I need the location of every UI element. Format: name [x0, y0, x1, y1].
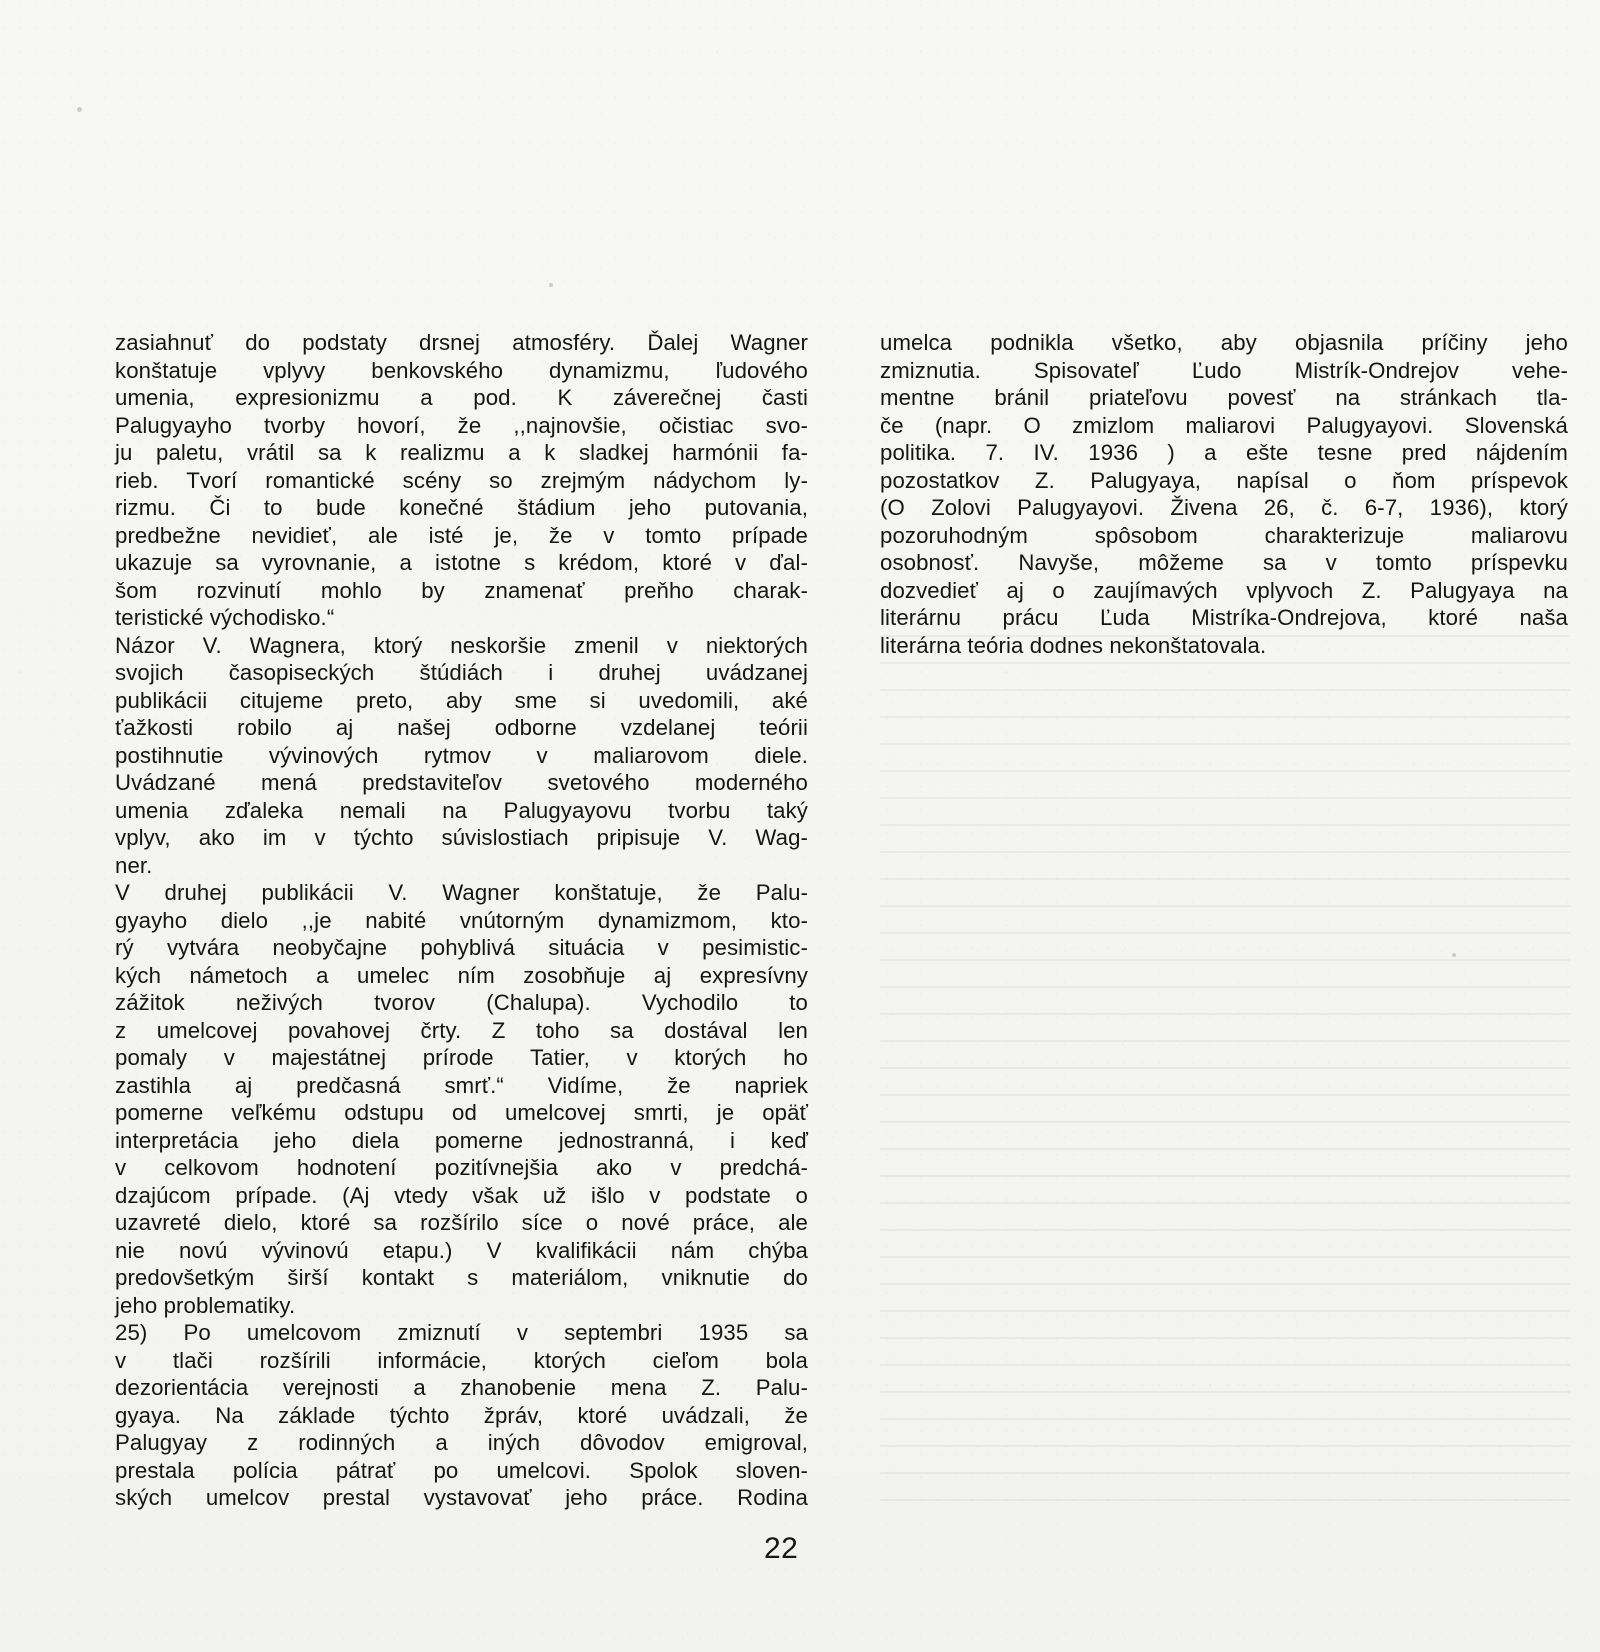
- right-column-line: literárnu prácu Ľuda Mistríka-Ondrejova, ktoré naša: [880, 605, 1568, 630]
- left-column-line: 25) Po umelcovom zmiznutí v septembri 1935 sa: [115, 1320, 808, 1345]
- paper-speck: [1452, 953, 1456, 957]
- right-text-column: [880, 329, 1568, 659]
- right-column-line: pozostatkov Z. Palugyaya, napísal o ňom príspevok: [880, 467, 1568, 493]
- left-column-line: rieb. Tvorí romantické scény so zrejmým nádychom ly-: [115, 467, 808, 493]
- right-column-line: mentne bránil priateľovu povesť na stránkach tla-: [880, 385, 1568, 410]
- left-column-line: ťažkosti robilo aj našej odborne vzdelanej teórii: [115, 715, 808, 740]
- left-column-line: kých námetoch a umelec ním zosobňuje aj expresívny: [115, 962, 808, 988]
- right-column-line: (O Zolovi Palugyayovi. Živena 26, č. 6-7, 1936), ktorý: [880, 495, 1568, 520]
- left-column-line: predovšetkým širší kontakt s materiálom, vniknutie do: [115, 1265, 808, 1290]
- paper-speck: [77, 107, 82, 112]
- left-column-line: ských umelcov prestal vystavovať jeho práce. Rodina: [115, 1485, 808, 1510]
- left-column-line: vplyv, ako im v týchto súvislostiach pripisuje V. Wag-: [115, 825, 808, 850]
- left-column-line: pomaly v majestátnej prírode Tatier, v ktorých ho: [115, 1045, 808, 1070]
- right-column-line: če (napr. O zmizlom maliarovi Palugyayovi. Slovenská: [880, 412, 1568, 438]
- page-number: 22: [764, 1532, 799, 1565]
- right-column-line: osobnosť. Navyše, môžeme sa v tomto príspevku: [880, 550, 1568, 575]
- left-column-line: svojich časopiseckých štúdiách i druhej uvádzanej: [115, 660, 808, 685]
- left-column-line: dezorientácia verejnosti a zhanobenie mena Z. Palu-: [115, 1375, 808, 1400]
- left-column-line: ner.: [115, 852, 153, 878]
- left-column-line: dzajúcom prípade. (Aj vtedy však už išlo v podstate o: [115, 1182, 808, 1208]
- left-column-line: V druhej publikácii V. Wagner konštatuje, že Palu-: [115, 880, 808, 905]
- left-column-line: nie novú vývinovú etapu.) V kvalifikácii nám chýba: [115, 1237, 808, 1263]
- left-column-line: zasiahnuť do podstaty drsnej atmosféry. Ďalej Wagner: [115, 330, 808, 355]
- left-text-column: [115, 329, 808, 1512]
- left-column-line: publikácii citujeme preto, aby sme si uvedomili, aké: [115, 687, 808, 713]
- left-column-line: Palugyay z rodinných a iných dôvodov emigroval,: [115, 1430, 808, 1455]
- paper-speck: [549, 283, 553, 287]
- left-column-line: teristické východisko.“: [115, 605, 335, 630]
- right-column-line: dozvedieť aj o zaujímavých vplyvoch Z. Palugyaya na: [880, 577, 1568, 603]
- left-column-line: v tlači rozšírili informácie, ktorých cieľom bola: [115, 1347, 808, 1373]
- bleed-through-texture: [880, 622, 1570, 1502]
- left-column-line: z umelcovej povahovej črty. Z toho sa dostával len: [115, 1017, 808, 1043]
- right-column-line: politika. 7. IV. 1936 ) a ešte tesne pred nájdením: [880, 440, 1568, 465]
- left-column-line: umenia zďaleka nemali na Palugyayovu tvorbu taký: [115, 797, 808, 823]
- left-column-line: umenia, expresionizmu a pod. K záverečnej časti: [115, 385, 808, 410]
- left-column-line: uzavreté dielo, ktoré sa rozšírilo síce o nové práce, ale: [115, 1210, 808, 1235]
- left-column-line: predbežne nevidieť, ale isté je, že v tomto prípade: [115, 522, 808, 548]
- left-column-line: rý vytvára neobyčajne pohyblivá situácia v pesimistic-: [115, 935, 808, 960]
- left-column-line: zážitok neživých tvorov (Chalupa). Vychodilo to: [115, 990, 808, 1015]
- left-column-line: gyayho dielo ,,je nabité vnútorným dynamizmom, kto-: [115, 907, 808, 933]
- left-column-line: prestala polícia pátrať po umelcovi. Spolok sloven-: [115, 1457, 808, 1483]
- right-column-line: zmiznutia. Spisovateľ Ľudo Mistrík-Ondrejov vehe-: [880, 357, 1568, 383]
- left-column-line: zastihla aj predčasná smrť.“ Vidíme, že napriek: [115, 1072, 808, 1098]
- left-column-line: postihnutie vývinových rytmov v maliarovom diele.: [115, 742, 808, 768]
- left-column-line: jeho problematiky.: [115, 1292, 296, 1318]
- left-column-line: ju paletu, vrátil sa k realizmu a k sladkej harmónii fa-: [115, 440, 808, 465]
- left-column-line: Palugyayho tvorby hovorí, že ,,najnovšie, očistiac svo-: [115, 412, 808, 438]
- left-column-line: v celkovom hodnotení pozitívnejšia ako v predchá-: [115, 1155, 808, 1180]
- left-column-line: pomerne veľkému odstupu od umelcovej smrti, je opäť: [115, 1100, 808, 1125]
- left-column-line: rizmu. Či to bude konečné štádium jeho putovania,: [115, 495, 808, 520]
- right-column-line: pozoruhodným spôsobom charakterizuje maliarovu: [880, 522, 1568, 548]
- left-column-line: interpretácia jeho diela pomerne jednostranná, i keď: [115, 1127, 808, 1153]
- right-column-line: literárna teória dodnes nekonštatovala.: [880, 632, 1267, 658]
- left-column-line: ukazuje sa vyrovnanie, a istotne s krédom, ktoré v ďal-: [115, 550, 808, 575]
- left-column-line: Uvádzané mená predstaviteľov svetového moderného: [115, 770, 808, 795]
- left-column-line: konštatuje vplyvy benkovského dynamizmu, ľudového: [115, 357, 808, 383]
- left-column-line: gyaya. Na základe týchto žpráv, ktoré uvádzali, že: [115, 1402, 808, 1428]
- left-column-line: šom rozvinutí mohlo by znamenať preňho charak-: [115, 577, 808, 603]
- right-column-line: umelca podnikla všetko, aby objasnila príčiny jeho: [880, 330, 1568, 355]
- left-column-line: Názor V. Wagnera, ktorý neskoršie zmenil v niektorých: [115, 632, 808, 658]
